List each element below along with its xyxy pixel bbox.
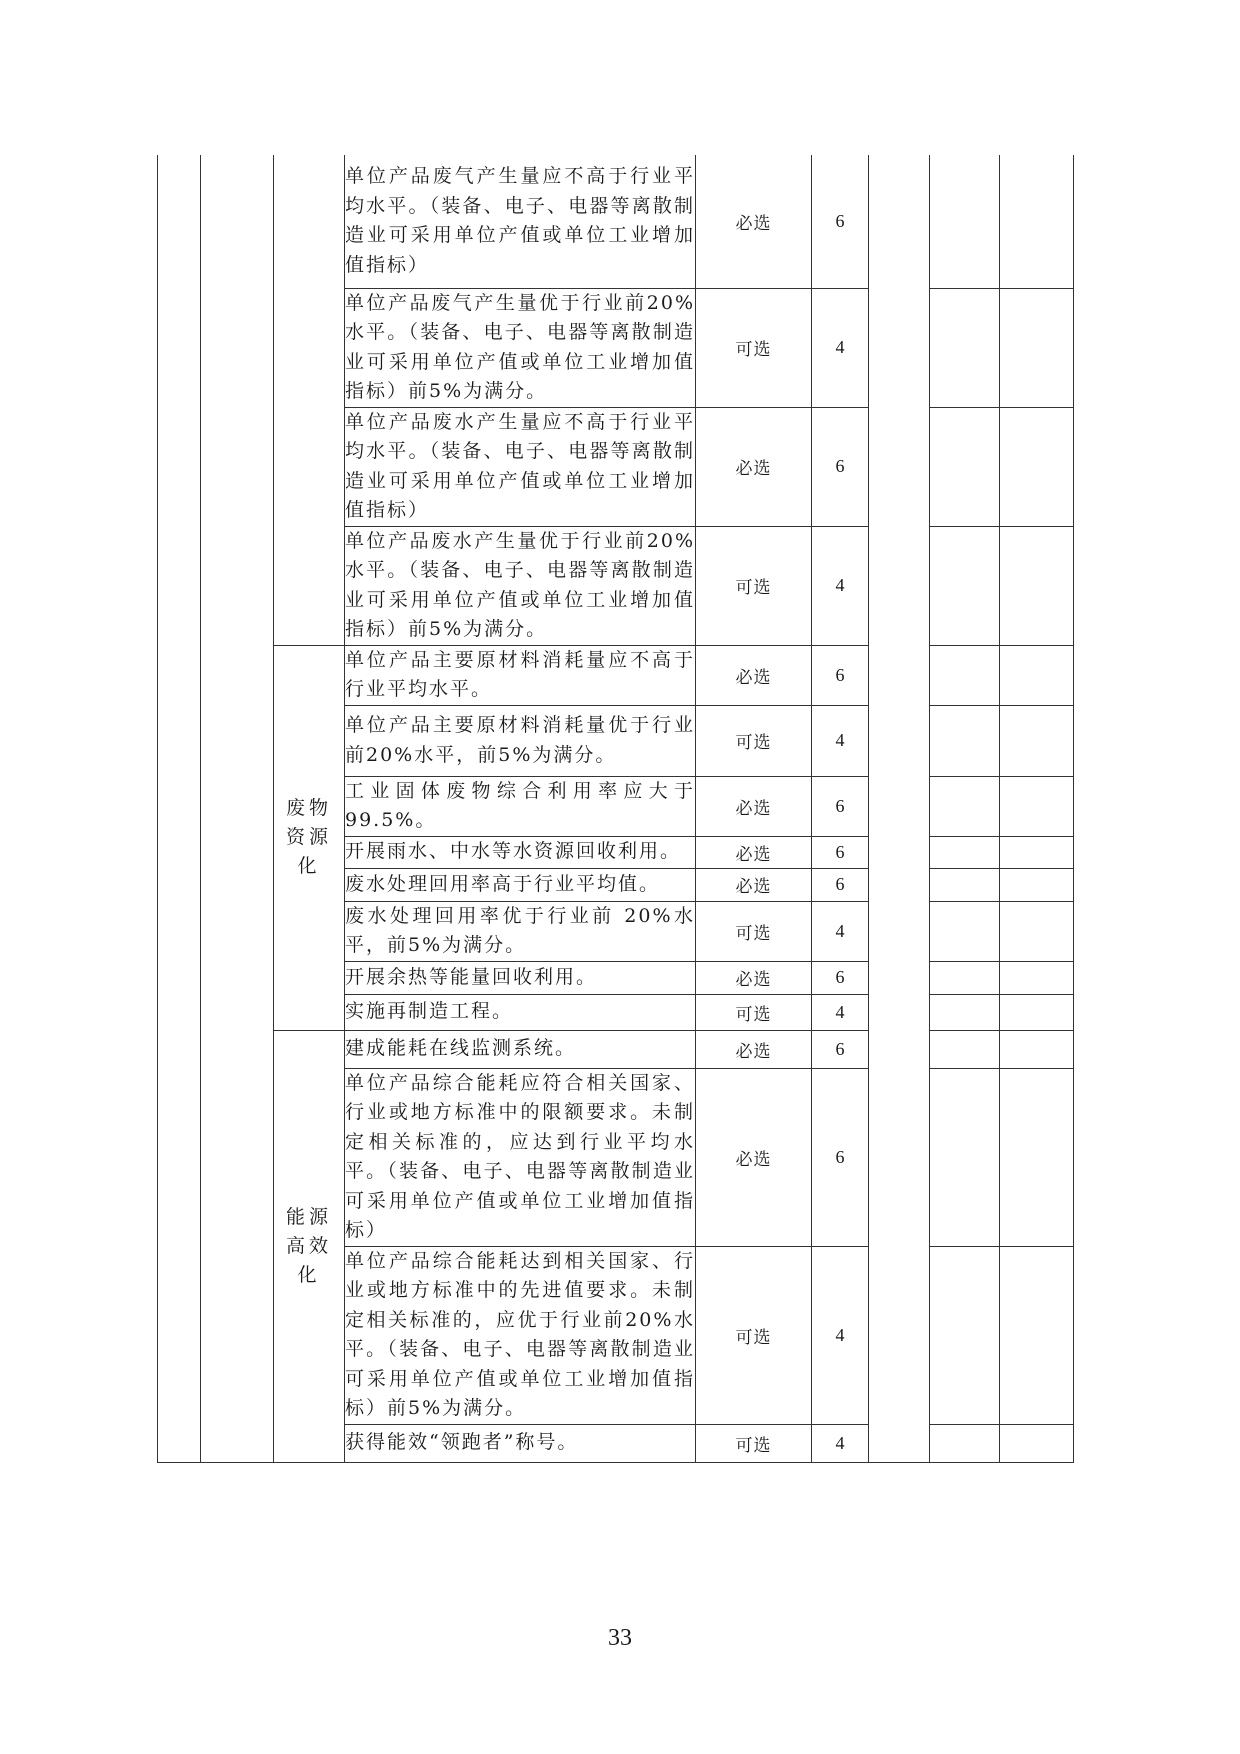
blank-cell xyxy=(930,155,1000,288)
blank-cell xyxy=(1000,155,1074,288)
type-cell: 必选 xyxy=(696,961,812,994)
blank-cell xyxy=(1000,868,1074,901)
blank-cell xyxy=(930,1068,1000,1246)
type-cell: 必选 xyxy=(696,868,812,901)
blank-cell xyxy=(930,1424,1000,1462)
type-cell: 必选 xyxy=(696,645,812,705)
blank-cell xyxy=(930,901,1000,961)
type-cell: 必选 xyxy=(696,1030,812,1068)
category-cell-continued xyxy=(274,155,345,645)
table-row xyxy=(158,645,1074,705)
blank-cell xyxy=(1000,901,1074,961)
score-cell: 4 xyxy=(812,526,869,645)
blank-cell xyxy=(930,836,1000,868)
blank-cell xyxy=(930,1030,1000,1068)
blank-cell xyxy=(1000,961,1074,994)
requirement-cell: 建成能耗在线监测系统。 xyxy=(345,1030,696,1068)
requirement-cell: 获得能效“领跑者”称号。 xyxy=(345,1424,696,1462)
evaluation-table xyxy=(157,155,1074,1463)
blank-cell xyxy=(930,961,1000,994)
section-col-1 xyxy=(158,155,201,1462)
requirement-cell: 单位产品主要原材料消耗量应不高于行业平均水平。 xyxy=(345,645,696,705)
requirement-cell: 开展雨水、中水等水资源回收利用。 xyxy=(345,836,696,868)
table-row xyxy=(158,1030,1074,1068)
blank-cell xyxy=(1000,836,1074,868)
score-cell: 4 xyxy=(812,705,869,776)
score-cell: 6 xyxy=(812,155,869,288)
blank-cell xyxy=(930,645,1000,705)
blank-cell xyxy=(930,407,1000,526)
score-cell: 6 xyxy=(812,868,869,901)
type-cell: 可选 xyxy=(696,526,812,645)
type-cell: 可选 xyxy=(696,288,812,407)
score-cell: 6 xyxy=(812,1030,869,1068)
category-label: 废物资源化 xyxy=(285,797,332,877)
blank-cell xyxy=(1000,526,1074,645)
score-cell: 6 xyxy=(812,407,869,526)
score-cell: 4 xyxy=(812,994,869,1030)
type-cell: 可选 xyxy=(696,901,812,961)
blank-cell xyxy=(930,288,1000,407)
requirement-cell: 单位产品废水产生量应不高于行业平均水平。（装备、电子、电器等离散制造业可采用单位产值或单位工业增加值指标） xyxy=(345,407,696,526)
type-cell: 可选 xyxy=(696,705,812,776)
section-col-2 xyxy=(201,155,274,1462)
requirement-cell: 单位产品废气产生量应不高于行业平均水平。（装备、电子、电器等离散制造业可采用单位产值或单位工业增加值指标） xyxy=(345,155,696,288)
requirement-cell: 废水处理回用率优于行业前 20%水平，前5%为满分。 xyxy=(345,901,696,961)
score-cell: 4 xyxy=(812,901,869,961)
requirement-cell: 工业固体废物综合利用率应大于99.5%。 xyxy=(345,776,696,836)
score-cell: 6 xyxy=(812,645,869,705)
score-cell: 6 xyxy=(812,961,869,994)
score-cell: 4 xyxy=(812,288,869,407)
type-cell: 必选 xyxy=(696,407,812,526)
blank-cell xyxy=(1000,1246,1074,1424)
score-cell: 6 xyxy=(812,1068,869,1246)
blank-cell xyxy=(930,868,1000,901)
blank-cell xyxy=(1000,407,1074,526)
score-cell: 4 xyxy=(812,1424,869,1462)
blank-cell xyxy=(930,705,1000,776)
blank-cell xyxy=(1000,994,1074,1030)
type-cell: 可选 xyxy=(696,1424,812,1462)
blank-cell xyxy=(1000,776,1074,836)
requirement-cell: 实施再制造工程。 xyxy=(345,994,696,1030)
blank-cell xyxy=(930,776,1000,836)
type-cell: 必选 xyxy=(696,836,812,868)
blank-cell xyxy=(930,526,1000,645)
type-cell: 可选 xyxy=(696,1246,812,1424)
requirement-cell: 废水处理回用率高于行业平均值。 xyxy=(345,868,696,901)
requirement-cell: 开展余热等能量回收利用。 xyxy=(345,961,696,994)
type-cell: 可选 xyxy=(696,994,812,1030)
blank-cell xyxy=(1000,1068,1074,1246)
blank-cell xyxy=(1000,1030,1074,1068)
score-cell: 6 xyxy=(812,776,869,836)
requirement-cell: 单位产品废气产生量优于行业前20%水平。（装备、电子、电器等离散制造业可采用单位产值或单位工业增加值指标）前5%为满分。 xyxy=(345,288,696,407)
blank-cell xyxy=(1000,705,1074,776)
category-cell-energy xyxy=(274,1030,345,1462)
requirement-cell: 单位产品废水产生量优于行业前20%水平。（装备、电子、电器等离散制造业可采用单位产值或单位工业增加值指标）前5%为满分。 xyxy=(345,526,696,645)
category-label: 能源高效化 xyxy=(285,1205,332,1286)
blank-cell xyxy=(1000,288,1074,407)
page-number: 33 xyxy=(608,1625,632,1651)
type-cell: 必选 xyxy=(696,1068,812,1246)
requirement-cell: 单位产品综合能耗达到相关国家、行业或地方标准中的先进值要求。未制定相关标准的，应优于行业前20%水平。（装备、电子、电器等离散制造业可采用单位产值或单位工业增加值指标）前5%为满分。 xyxy=(345,1246,696,1424)
table-row xyxy=(158,155,1074,288)
type-cell: 必选 xyxy=(696,155,812,288)
blank-cell xyxy=(1000,1424,1074,1462)
type-cell: 必选 xyxy=(696,776,812,836)
blank-cell xyxy=(1000,645,1074,705)
blank-cell xyxy=(930,1246,1000,1424)
category-cell-waste xyxy=(274,645,345,1030)
score-cell: 6 xyxy=(812,836,869,868)
blank-cell xyxy=(930,994,1000,1030)
blank-col-1 xyxy=(869,155,930,1462)
requirement-cell: 单位产品综合能耗应符合相关国家、行业或地方标准中的限额要求。未制定相关标准的，应达到行业平均水平。（装备、电子、电器等离散制造业可采用单位产值或单位工业增加值指标） xyxy=(345,1068,696,1246)
requirement-cell: 单位产品主要原材料消耗量优于行业前20%水平，前5%为满分。 xyxy=(345,705,696,776)
score-cell: 4 xyxy=(812,1246,869,1424)
